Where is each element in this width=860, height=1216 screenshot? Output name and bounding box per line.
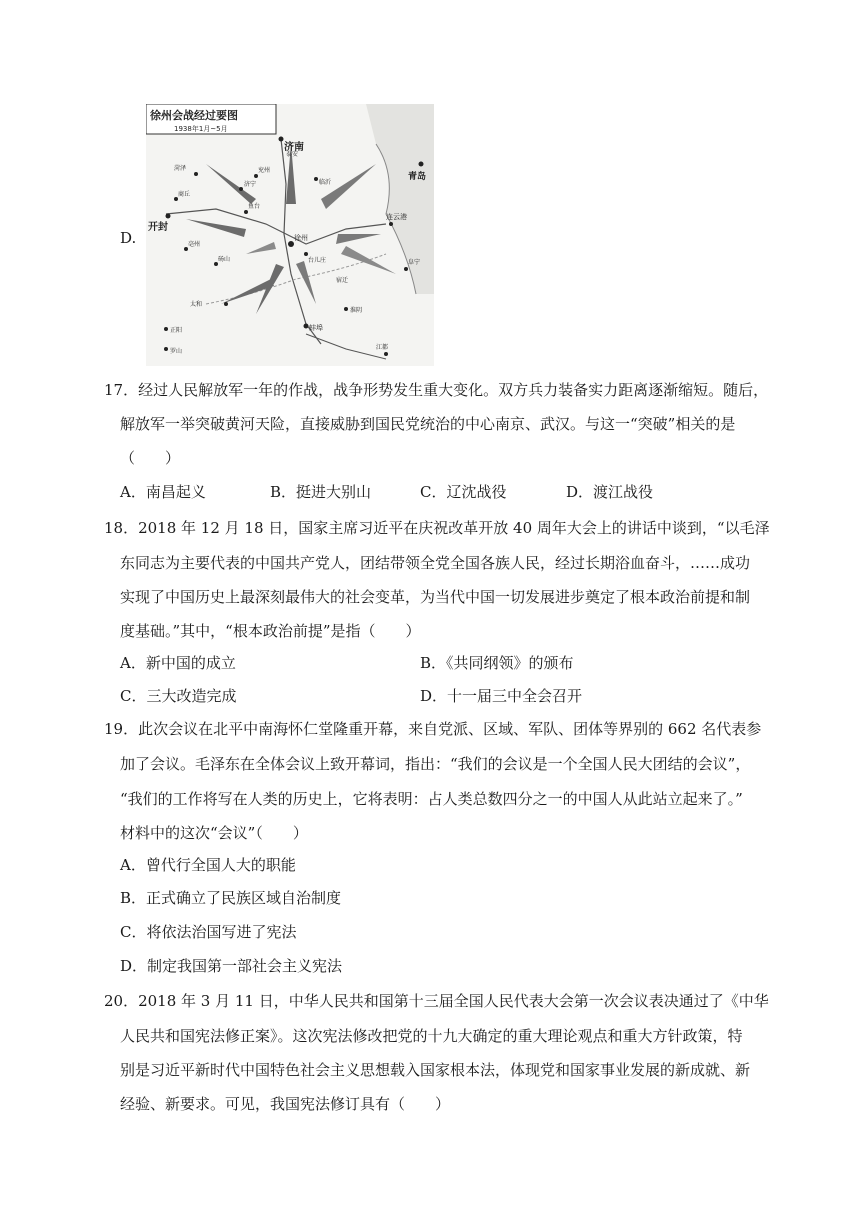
q19-option-b[interactable]: B．正式确立了民族区域自治制度 (120, 889, 342, 907)
q18-option-b[interactable]: B．《共同纲领》的颁布 (420, 654, 574, 672)
map-place-zhengyang: 正阳 (170, 327, 183, 334)
q18-stem-line1: 18．2018 年 12 月 18 日，国家主席习近平在庆祝改革开放 40 周年大会上的讲话中谈到，“以毛泽 (104, 519, 770, 537)
map-place-linyi: 临沂 (319, 179, 332, 186)
q18-option-d[interactable]: D．十一届三中全会召开 (420, 687, 583, 705)
map-place-jiangdu: 江都 (376, 344, 389, 351)
map-place-bozhou: 亳州 (188, 241, 201, 248)
q19-stem-line3: “我们的工作将写在人类的历史上，它将表明：占人类总数四分之一的中国人从此站立起来了。” (120, 790, 743, 808)
map-place-heze: 菏泽 (174, 165, 187, 172)
q17-option-c[interactable]: C．辽沈战役 (420, 483, 507, 501)
map-place-lianyungang: 连云港 (386, 213, 407, 221)
map-title: 徐州会战经过要图 (150, 109, 238, 122)
q20-stem-line2: 人民共和国宪法修正案》。这次宪法修改把党的十九大确定的重大理论观点和重大方针政策，特 (120, 1027, 743, 1045)
q19-option-c[interactable]: C．将依法治国写进了宪法 (120, 923, 297, 941)
map-place-jining: 济宁 (244, 181, 257, 188)
map-place-taian: 泰安 (286, 151, 299, 158)
map-place-shangqiu: 商丘 (178, 191, 191, 198)
map-place-bengbu: 蚌埠 (309, 324, 323, 332)
q20-stem-line3: 别是习近平新时代中国特色社会主义思想载入国家根本法，体现党和国家事业发展的新成就、新 (120, 1061, 751, 1079)
map-place-qingdao: 青岛 (408, 172, 427, 182)
map-place-luoshan: 罗山 (170, 348, 183, 355)
q19-option-d[interactable]: D．制定我国第一部社会主义宪法 (120, 957, 343, 975)
xuzhou-battle-map (146, 104, 434, 366)
map-place-xuzhou: 徐州 (294, 234, 308, 242)
q19-stem-line4: 材料中的这次“会议”（ ） (120, 824, 308, 842)
q17-option-d[interactable]: D．渡江战役 (566, 483, 654, 501)
map-place-yanzhou: 兖州 (258, 167, 271, 174)
map-place-huaiyin: 淮阴 (350, 307, 363, 314)
q18-option-a[interactable]: A．新中国的成立 (120, 654, 236, 672)
q17-stem-line1: 17．经过人民解放军一年的作战，战争形势发生重大变化。双方兵力装备实力距离逐渐缩短。随后， (104, 381, 769, 399)
q18-option-c[interactable]: C．三大改造完成 (120, 687, 237, 705)
q17-option-b[interactable]: B．挺进大别山 (270, 483, 372, 501)
q19-stem-line2: 加了会议。毛泽东在全体会议上致开幕词，指出：“我们的会议是一个全国人民大团结的会议”， (120, 755, 751, 773)
q19-stem-line1: 19．此次会议在北平中南海怀仁堂隆重开幕，来自党派、区域、军队、团体等界别的 662 名代表参 (104, 720, 762, 738)
q18-stem-line3: 实现了中国历史上最深刻最伟大的社会变革，为当代中国一切发展进步奠定了根本政治前提和制 (120, 588, 751, 606)
map-place-jinan: 济南 (284, 142, 304, 153)
map-place-taierzhuang: 台儿庄 (308, 257, 327, 264)
q17-option-a[interactable]: A．南昌起义 (120, 483, 206, 501)
q16-option-d-label[interactable]: D. (120, 229, 137, 247)
q18-stem-line4: 度基础。”其中，“根本政治前提”是指（ ） (120, 622, 421, 640)
q18-stem-line2: 东同志为主要代表的中国共产党人，团结带领全党全国各族人民，经过长期浴血奋斗，……成功 (120, 554, 751, 572)
map-place-suqian: 宿迁 (336, 277, 349, 284)
map-place-fuyang: 阜宁 (408, 259, 421, 266)
q20-stem-line1: 20．2018 年 3 月 11 日，中华人民共和国第十三届全国人民代表大会第一次会议表决通过了《中华 (104, 992, 769, 1010)
q17-stem-line2: 解放军一举突破黄河天险，直接威胁到国民党统治的中心南京、武汉。与这一“突破”相关的是 (120, 415, 736, 433)
map-place-kaifeng: 开封 (148, 222, 168, 233)
map-subtitle: 1938年1月~5月 (174, 125, 228, 133)
map-place-yutai: 鱼台 (248, 203, 261, 210)
q17-stem-line3: （ ） (120, 449, 181, 467)
q19-option-a[interactable]: A．曾代行全国人大的职能 (120, 856, 296, 874)
map-place-taihe: 太和 (190, 301, 203, 308)
q20-stem-line4: 经验、新要求。可见，我国宪法修订具有（ ） (120, 1095, 451, 1113)
map-place-dangshan: 砀山 (218, 256, 231, 263)
